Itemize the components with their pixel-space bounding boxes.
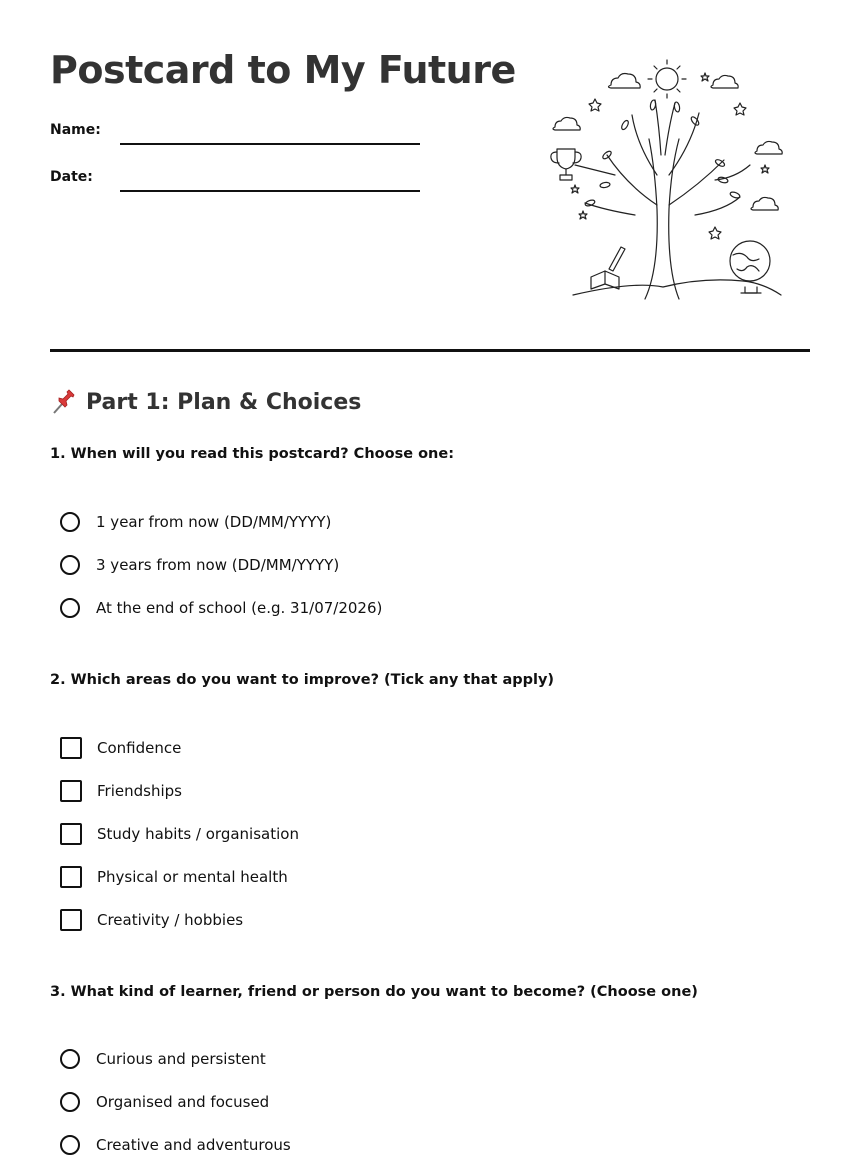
question-3: 3. What kind of learner, friend or person do you want to become? (Choose one) xyxy=(50,984,698,1000)
checkbox[interactable] xyxy=(60,866,82,888)
option-label: Physical or mental health xyxy=(97,868,288,886)
option-label: Creativity / hobbies xyxy=(97,911,244,929)
radio-button[interactable] xyxy=(60,512,80,532)
star-icon xyxy=(571,73,769,239)
option-label: Confidence xyxy=(97,739,182,757)
header-divider xyxy=(50,349,810,352)
option-label: 3 years from now (DD/MM/YYYY) xyxy=(96,556,340,574)
option-label: Study habits / organisation xyxy=(97,825,299,843)
section-title xyxy=(50,388,361,416)
question-1: 1. When will you read this postcard? Choose one: xyxy=(50,446,454,462)
pushpin-icon xyxy=(50,388,78,416)
section-title-text: Part 1: Plan & Choices xyxy=(86,389,362,415)
question-2: 2. Which areas do you want to improve? (Tick any that apply) xyxy=(50,672,555,688)
q3-option-1[interactable] xyxy=(60,1046,266,1072)
tree-illustration xyxy=(545,55,790,310)
radio-button[interactable] xyxy=(60,598,80,618)
q2-option-5[interactable] xyxy=(60,907,243,933)
book-icon xyxy=(591,247,625,289)
globe-icon xyxy=(730,241,770,293)
radio-button[interactable] xyxy=(60,1092,80,1112)
option-label: Organised and focused xyxy=(96,1093,270,1111)
checkbox[interactable] xyxy=(60,909,82,931)
checkbox[interactable] xyxy=(60,780,82,802)
q2-option-3[interactable] xyxy=(60,821,299,847)
radio-button[interactable] xyxy=(60,555,80,575)
date-label: Date: xyxy=(50,169,93,185)
option-label: Friendships xyxy=(97,782,182,800)
name-field-line[interactable] xyxy=(120,143,420,145)
option-label: At the end of school (e.g. 31/07/2026) xyxy=(96,599,383,617)
q1-option-1[interactable] xyxy=(60,509,331,535)
q2-option-2[interactable] xyxy=(60,778,182,804)
q2-option-1[interactable] xyxy=(60,735,181,761)
checkbox[interactable] xyxy=(60,737,82,759)
leaf-icon xyxy=(584,100,740,207)
page-title: Postcard to My Future xyxy=(50,48,516,92)
option-label: 1 year from now (DD/MM/YYYY) xyxy=(96,513,332,531)
name-label: Name: xyxy=(50,122,101,138)
q3-option-3[interactable] xyxy=(60,1132,291,1158)
q1-option-3[interactable] xyxy=(60,595,382,621)
option-label: Curious and persistent xyxy=(96,1050,266,1068)
date-field-line[interactable] xyxy=(120,190,420,192)
q2-option-4[interactable] xyxy=(60,864,288,890)
cloud-icon xyxy=(553,74,782,211)
option-label: Creative and adventurous xyxy=(96,1136,291,1154)
radio-button[interactable] xyxy=(60,1049,80,1069)
q3-option-2[interactable] xyxy=(60,1089,269,1115)
checkbox[interactable] xyxy=(60,823,82,845)
q1-option-2[interactable] xyxy=(60,552,339,578)
sun-icon xyxy=(648,60,686,98)
radio-button[interactable] xyxy=(60,1135,80,1155)
trophy-icon xyxy=(551,149,581,180)
